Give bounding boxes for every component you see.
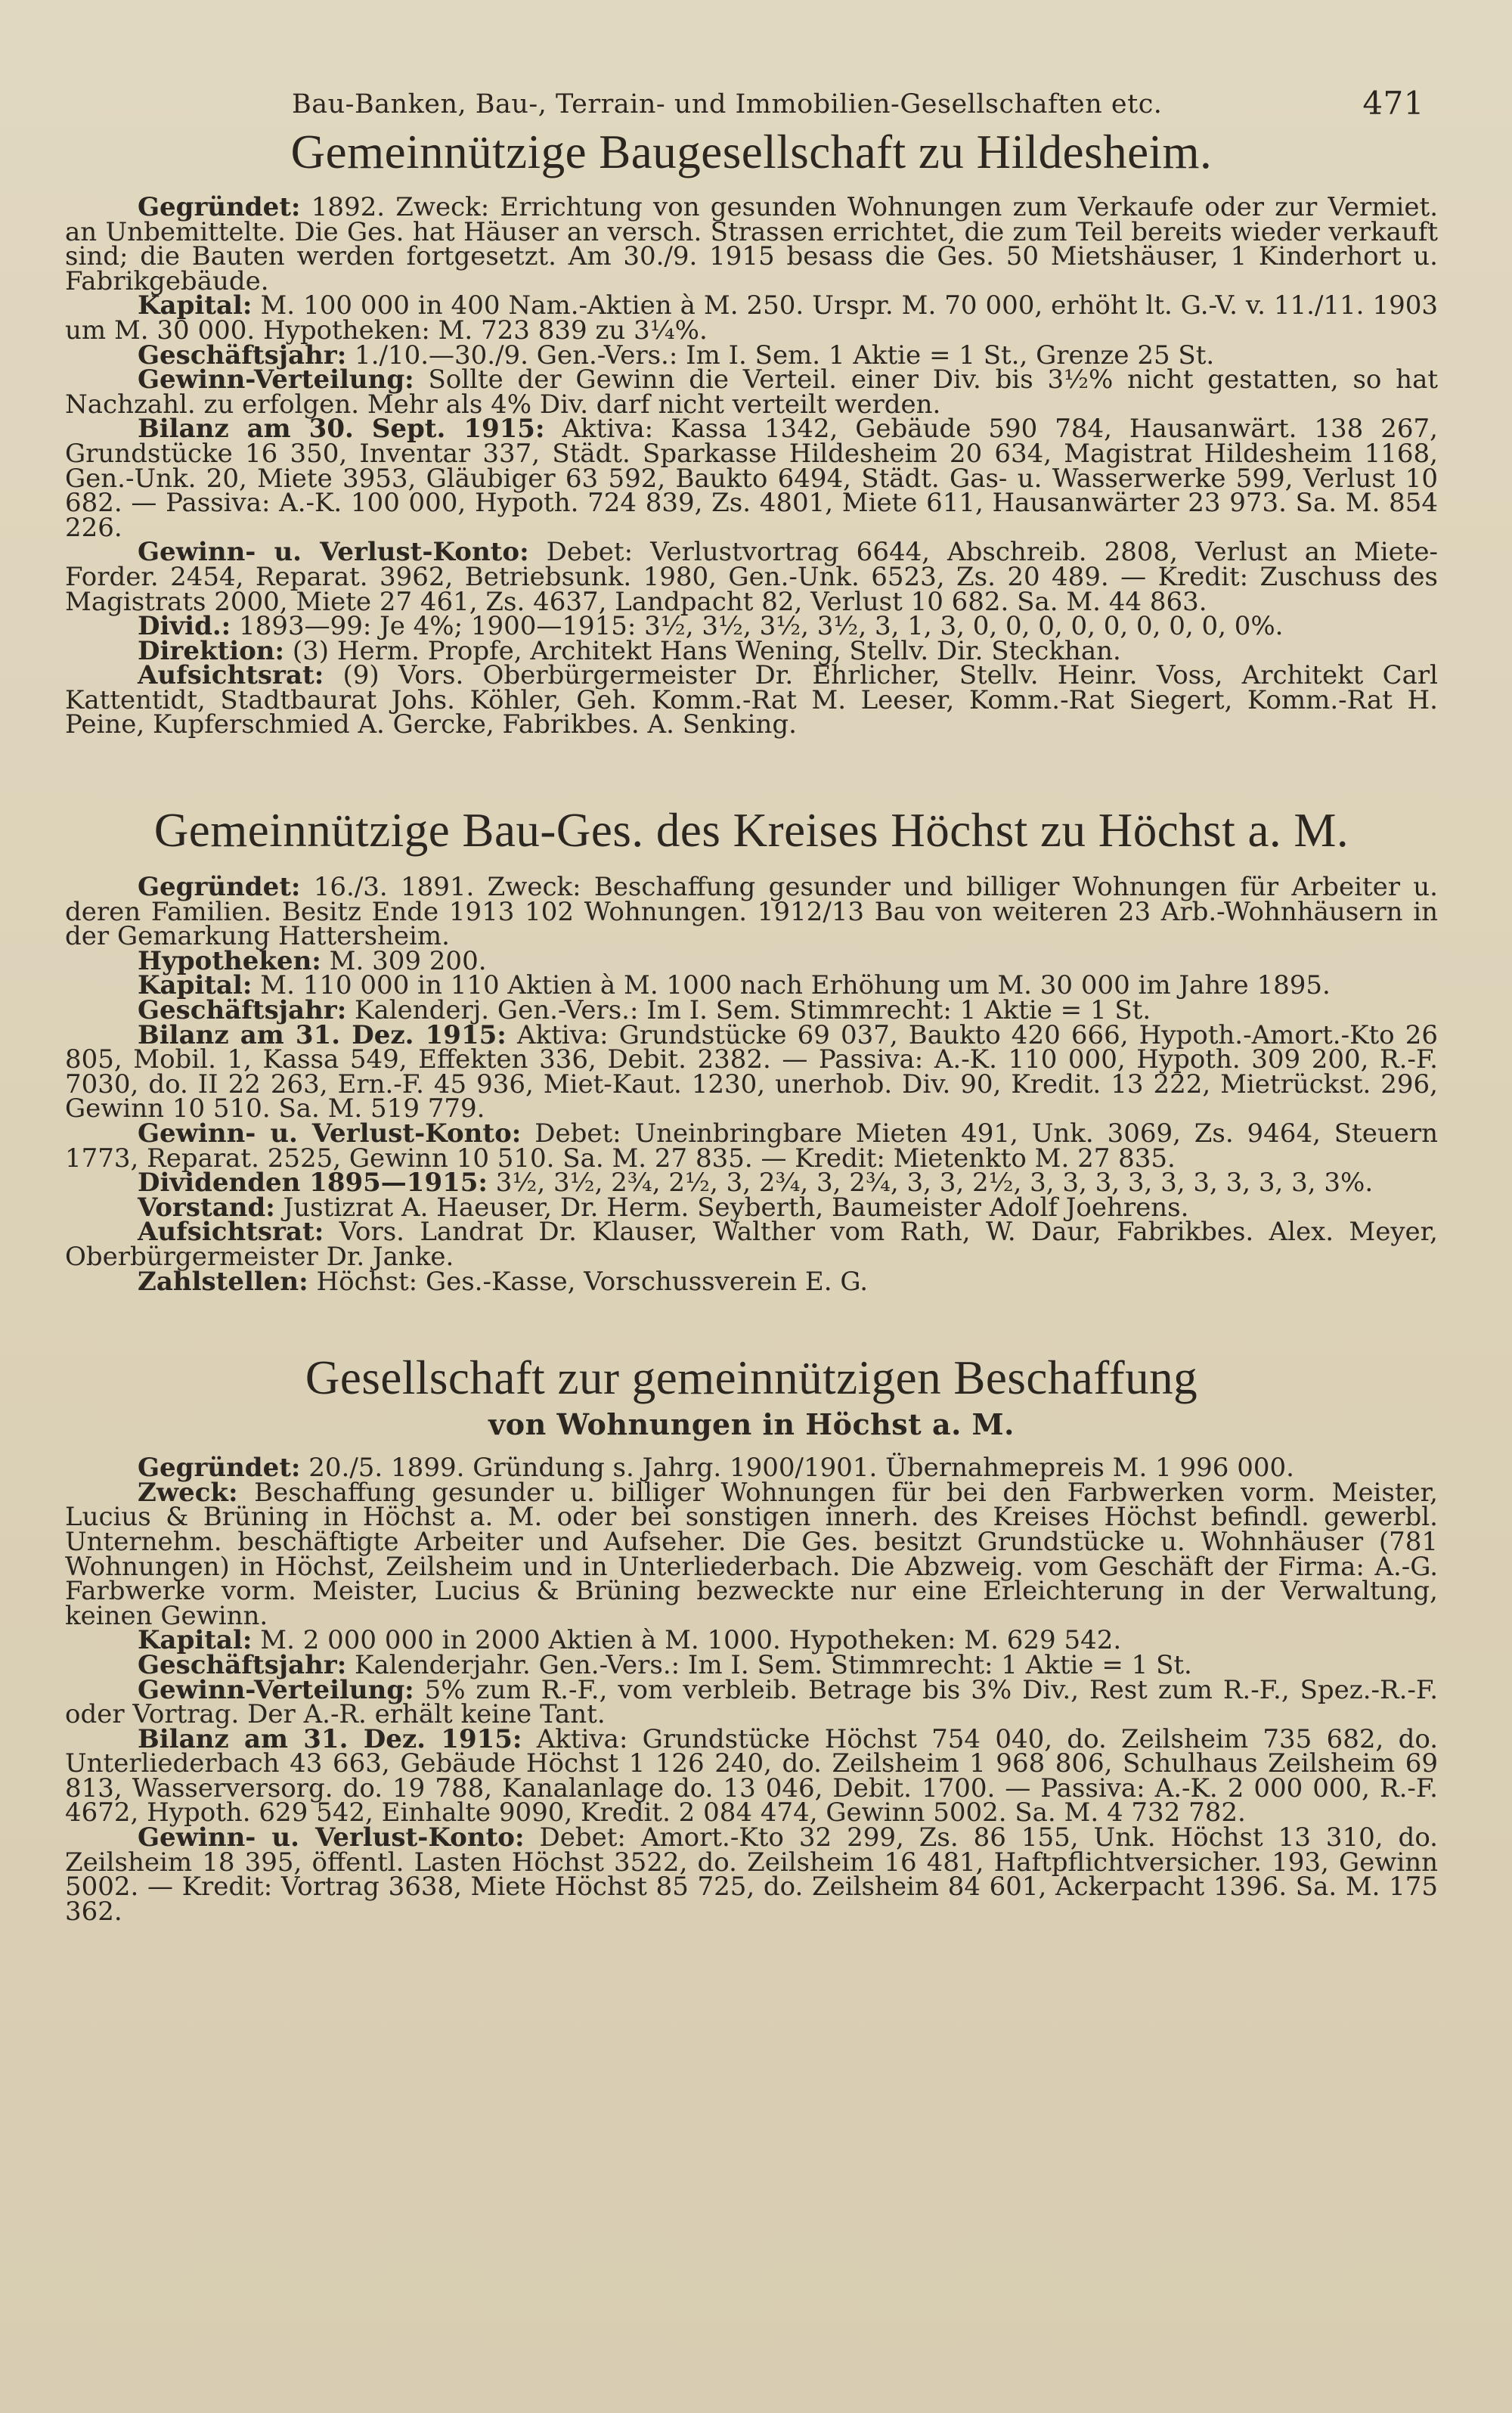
paragraph-text: Sollte der Gewinn die Verteil. einer Div. bis 3½% nicht gestatten, so hat Nachzahl. zu erfolgen. Mehr als 4% Div. darf nicht verteilt werden. (65, 364, 1438, 420)
paragraph-label: Gewinn- u. Verlust-Konto: (138, 1118, 522, 1149)
paragraph-label: Direktion: (138, 635, 285, 666)
section-spacer (65, 737, 1438, 799)
paragraph-label: Geschäftsjahr: (138, 1649, 347, 1680)
paragraph-label: Gewinn- u. Verlust-Konto: (138, 537, 529, 568)
paragraph-label: Gewinn- u. Verlust-Konto: (138, 1822, 525, 1853)
running-title: Bau-Banken, Bau-, Terrain- und Immobilien-Gesellschaften etc. (292, 89, 1163, 119)
paragraph-text: 20./5. 1899. Gründung s. Jahrg. 1900/1901. Übernahmepreis M. 1 996 000. (300, 1453, 1294, 1484)
paragraph-label: Gegründet: (138, 1453, 301, 1484)
paragraph-text: Vors. Landrat Dr. Klauser, Walther vom Rath, W. Daur, Fabrikbes. Alex. Meyer, Oberbürgermeister Dr. Janke. (65, 1217, 1438, 1272)
paragraph-text: 3½, 3½, 2¾, 2½, 3, 2¾, 3, 2¾, 3, 3, 2½, 3, 3, 3, 3, 3, 3, 3, 3, 3, 3%. (487, 1168, 1374, 1199)
article-hoechst-bau-ges (65, 799, 1439, 1297)
article-subtitle: von Wohnungen in Höchst a. M. (488, 1407, 1015, 1442)
paragraph-bilanz (65, 1723, 1439, 1828)
paragraph-text: 1892. Zweck: Errichtung von gesunden Wohnungen zum Verkaufe oder zur Vermiet. an Unbemittelte. Die Ges. hat Häuser an versch. Strassen errichtet, die zum Teil bereits wieder verkauft sind; die Bauten werden fortgesetzt. Am 30./9. 1915 besass die Ges. 50 Mietshäuser, 1 Kinderhort u. Fabrikgebäude. (65, 192, 1438, 296)
paragraph-label: Gegründet: (138, 872, 301, 903)
paragraph-gewinn-verteilung (65, 1674, 1438, 1730)
paragraph-label: Geschäftsjahr: (138, 340, 347, 371)
paragraph-label: Aufsichtsrat: (138, 660, 324, 691)
paragraph-zahlstellen (65, 1266, 1438, 1297)
paragraph-text: 5% zum R.-F., vom verbleib. Betrage bis 3% Div., Rest zum R.-F., Spez.-R.-F. oder Vortrag. Der A.-R. erhält keine Tant. (65, 1674, 1438, 1730)
paragraph-text: Debet: Amort.-Kto 32 299, Zs. 86 155, Unk. Höchst 13 310, do. Zeilsheim 18 395, öffentl. Lasten Höchst 3522, do. Zeilsheim 16 481, Haftpflichtversicher. 193, Gewinn 5002. — Kredit: Vortrag 3638, Miete Höchst 85 725, do. Zeilsheim 84 601, Ackerpacht 1396. Sa. M. 175 362. (65, 1822, 1438, 1927)
paragraph-label: Gewinn-Verteilung: (138, 1674, 414, 1705)
paragraph-label: Hypotheken: (138, 945, 321, 976)
paragraph-gewinn-verlust (65, 1118, 1439, 1174)
paragraph-text: M. 309 200. (321, 945, 487, 976)
paragraph-text: Justizrat A. Haeuser, Dr. Herm. Seyberth, Baumeister Adolf Joehrens. (274, 1192, 1189, 1223)
article-hildesheim (65, 121, 1438, 740)
article-title: Gemeinnützige Bau-Ges. des Kreises Höchst zu Höchst a. M. (153, 804, 1349, 858)
paragraph-bilanz (65, 414, 1438, 543)
article-title: Gesellschaft zur gemeinnützigen Beschaffung (305, 1351, 1198, 1405)
paragraph-label: Vorstand: (138, 1192, 275, 1223)
paragraph-label: Zahlstellen: (138, 1266, 308, 1297)
paragraph-text: Debet: Uneinbringbare Mieten 491, Unk. 3069, Zs. 9464, Steuern 1773, Reparat. 2525, Gewinn 10 510. Sa. M. 27 835. — Kredit: Mietenkto M. 27 835. (65, 1118, 1439, 1174)
paragraph-text: Debet: Verlustvortrag 6644, Abschreib. 2808, Verlust an Miete-Forder. 2454, Reparat. 3962, Betriebsunk. 1980, Gen.-Unk. 6523, Zs. 20 489. — Kredit: Zuschuss des Magistrats 2000, Miete 27 461, Zs. 4637, Landpacht 82, Verlust 10 682. Sa. M. 44 863. (65, 537, 1438, 617)
paragraph-label: Bilanz am 31. Dez. 1915: (138, 1019, 507, 1050)
paragraph-label: Aufsichtsrat: (138, 1217, 324, 1248)
paragraph-label: Gegründet: (138, 192, 301, 222)
paragraph-gewinn-verlust (65, 1822, 1438, 1927)
paragraph-label: Kapital: (138, 1625, 253, 1656)
section-spacer (65, 1294, 1438, 1347)
paragraph-label: Kapital: (138, 970, 253, 1001)
article-title: Gemeinnützige Baugesellschaft zu Hildesheim. (290, 126, 1213, 178)
paragraph-label: Geschäftsjahr: (138, 995, 347, 1026)
paragraph-label: Zweck: (138, 1477, 238, 1508)
paragraph-label: Divid.: (138, 611, 231, 642)
article-hoechst-wohnungen (65, 1347, 1439, 1927)
paragraph-label: Kapital: (138, 290, 253, 321)
paragraph-text: M. 100 000 in 400 Nam.-Aktien à M. 250. Urspr. M. 70 000, erhöht lt. G.-V. v. 11./11. 1903 um M. 30 000. Hypotheken: M. 723 839 zu 3¼%. (65, 290, 1438, 346)
paragraph-aufsichtsrat (65, 1217, 1438, 1272)
paragraph-text: Aktiva: Grundstücke Höchst 754 040, do. Zeilsheim 735 682, do. Unterliederbach 43 663, Gebäude Höchst 1 126 240, do. Zeilsheim 1 968 806, Schulhaus Zeilsheim 69 813, Wasserversorg. do. 19 788, Kanalanlage do. 13 046, Debit. 1700. — Passiva: A.-K. 2 000 000, R.-F. 4672, Hypoth. 629 542, Einhalte 9090, Kredit. 2 084 474, Gewinn 5002. Sa. M. 4 732 782. (65, 1723, 1439, 1828)
paragraph-text: Aktiva: Grundstücke 69 037, Baukto 420 666, Hypoth.-Amort.-Kto 26 805, Mobil. 1, Kassa 549, Effekten 336, Debit. 2382. — Passiva: A.-K. 110 000, Hypoth. 309 200, R.-F. 7030, do. II 22 263, Ern.-F. 45 936, Miet-Kaut. 1230, unerhob. Div. 90, Kredit. 13 222, Mietrückst. 296, Gewinn 10 510. Sa. M. 519 779. (65, 1019, 1438, 1124)
paragraph-text: (9) Vors. Oberbürgermeister Dr. Ehrlicher, Stellv. Heinr. Voss, Architekt Carl Kattentidt, Stadtbaurat Johs. Köhler, Geh. Komm.-Rat M. Leeser, Komm.-Rat Siegert, Komm.-Rat H. Peine, Kupferschmied A. Gercke, Fabrikbes. A. Senking. (65, 660, 1438, 740)
paragraph-text: 16./3. 1891. Zweck: Beschaffung gesunder und billiger Wohnungen für Arbeiter u. deren Familien. Besitz Ende 1913 102 Wohnungen. 1912/13 Bau von weiteren 23 Arb.-Wohnhäusern in der Gemarkung Hattersheim. (65, 872, 1438, 952)
paragraph-text: Kalenderj. Gen.-Vers.: Im I. Sem. Stimmrecht: 1 Aktie = 1 St. (346, 995, 1151, 1026)
paragraph-gewinn-verlust (65, 537, 1438, 617)
paragraph-gewinn-verteilung (65, 364, 1438, 420)
paragraph-label: Gewinn-Verteilung: (138, 364, 414, 395)
paragraph-text: (3) Herm. Propfe, Architekt Hans Wening, Stellv. Dir. Steckhan. (284, 635, 1121, 666)
running-header (65, 76, 1438, 121)
paragraph-text: M. 110 000 in 110 Aktien à M. 1000 nach Erhöhung um M. 30 000 im Jahre 1895. (252, 970, 1331, 1001)
paragraph-label: Bilanz am 31. Dez. 1915: (138, 1723, 522, 1754)
paragraph-text: 1893—99: Je 4%; 1900—1915: 3½, 3½, 3½, 3½, 3, 1, 3, 0, 0, 0, 0, 0, 0, 0, 0, 0%. (231, 611, 1284, 642)
paragraph-text: 1./10.—30./9. Gen.-Vers.: Im I. Sem. 1 Aktie = 1 St., Grenze 25 St. (346, 340, 1215, 371)
paragraph-gegruendet (65, 872, 1438, 952)
paragraph-text: M. 2 000 000 in 2000 Aktien à M. 1000. Hypotheken: M. 629 542. (252, 1625, 1122, 1656)
paragraph-bilanz (65, 1019, 1438, 1124)
paragraph-label: Dividenden 1895—1915: (138, 1168, 488, 1199)
paragraph-zweck (65, 1477, 1438, 1631)
paragraph-kapital (65, 290, 1438, 346)
paragraph-text: Aktiva: Kassa 1342, Gebäude 590 784, Hausanwärt. 138 267, Grundstücke 16 350, Inventar 337, Städt. Sparkasse Hildesheim 20 634, Magistrat Hildesheim 1168, Gen.-Unk. 20, Miete 3953, Gläubiger 63 592, Baukto 6494, Städt. Gas- u. Wasserwerke 599, Verlust 10 682. — Passiva: A.-K. 100 000, Hypoth. 724 839, Zs. 4801, Miete 611, Hausanwärter 23 973. Sa. M. 854 226. (65, 414, 1438, 543)
paragraph-label: Bilanz am 30. Sept. 1915: (138, 414, 545, 445)
paragraph-text: Kalenderjahr. Gen.-Vers.: Im I. Sem. Stimmrecht: 1 Aktie = 1 St. (346, 1649, 1192, 1680)
page-number: 471 (1362, 85, 1424, 122)
paragraph-text: Höchst: Ges.-Kasse, Vorschussverein E. G. (308, 1266, 869, 1297)
paragraph-text: Beschaffung gesunder u. billiger Wohnungen für bei den Farbwerken vorm. Meister, Lucius & Brüning in Höchst a. M. oder bei sonstigen innerh. des Kreises Höchst befindl. gewerbl. Unternehm. beschäftigte Arbeiter und Aufseher. Die Ges. besitzt Grundstücke u. Wohnhäuser (781 Wohnungen) in Höchst, Zeilsheim und in Unterliederbach. Die Abzweig. vom Geschäft der Firma: A.-G. Farbwerke vorm. Meister, Lucius & Brüning bezweckte nur eine Erleichterung in der Verwaltung, keinen Gewinn. (65, 1477, 1438, 1631)
paragraph-aufsichtsrat (65, 660, 1438, 740)
paragraph-gegruendet (65, 192, 1438, 296)
